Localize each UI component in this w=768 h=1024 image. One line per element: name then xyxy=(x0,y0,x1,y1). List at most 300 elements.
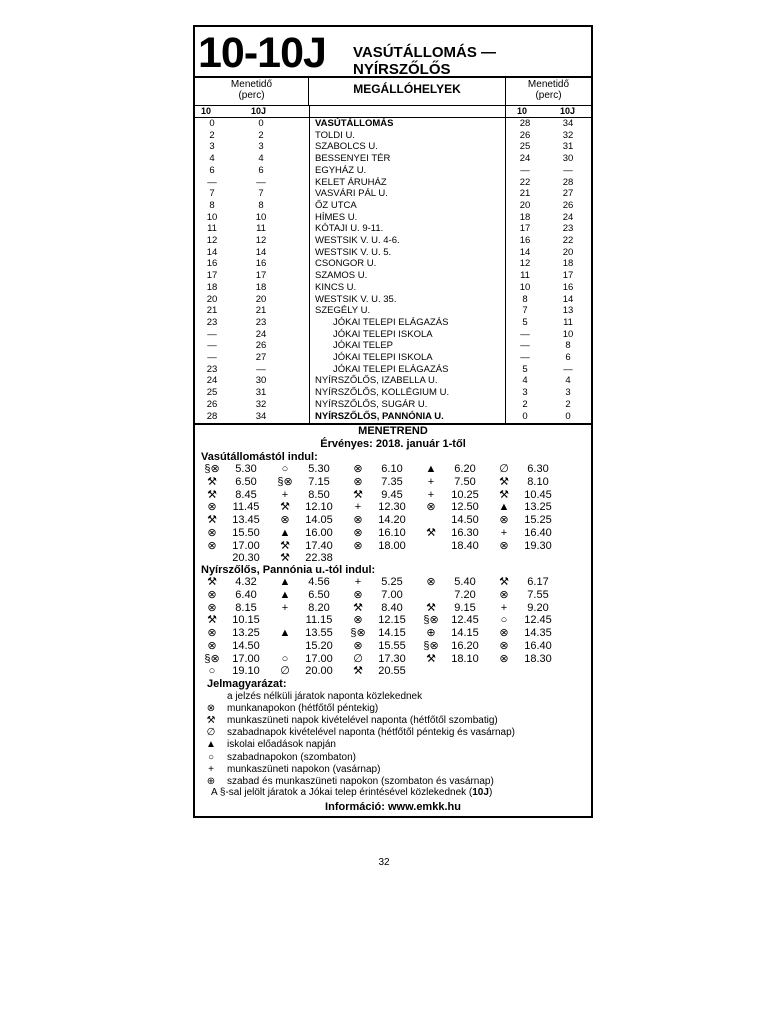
return-time-10j: 16 xyxy=(562,281,574,293)
return-time-10: — xyxy=(520,328,530,340)
return-time-10: 26 xyxy=(519,129,531,141)
service-symbol-icon: ▲ xyxy=(498,501,510,514)
return-time-10: — xyxy=(520,352,530,363)
note-post: ) xyxy=(488,787,493,798)
departure xyxy=(341,540,418,553)
departure-row xyxy=(195,589,591,602)
legend-item xyxy=(203,691,591,704)
departure-time: 13.25 xyxy=(524,501,552,514)
departure-time: 19.30 xyxy=(524,539,552,552)
schedule-validity: Érvényes: 2018. január 1-től xyxy=(320,438,466,450)
return-time-10j: 8 xyxy=(565,340,571,352)
travel-time-10j: 27 xyxy=(255,352,267,363)
legend-symbol-icon: ⚒ xyxy=(206,715,216,727)
travel-time-10j: 20 xyxy=(255,293,267,305)
departure xyxy=(341,501,418,514)
departure xyxy=(195,627,272,640)
route-number: 10-10J xyxy=(198,29,326,77)
departure-time: 12.10 xyxy=(305,501,333,514)
legend-note xyxy=(203,787,591,800)
departure xyxy=(414,540,491,553)
departure-time: 19.10 xyxy=(232,665,260,678)
service-symbol-icon: ⊗ xyxy=(499,588,509,601)
departure xyxy=(268,476,345,489)
stop-row xyxy=(195,141,591,153)
departure-time: 15.50 xyxy=(232,526,260,539)
departure xyxy=(195,602,272,615)
section-title-from-nyirszolos: Nyírszőlős, Pannónia u.-tól indul: xyxy=(201,564,376,576)
travel-time-10: 28 xyxy=(206,410,218,422)
subheader-route-10: 10 xyxy=(201,106,212,116)
stop-name: TOLDI U. xyxy=(315,129,355,141)
departure xyxy=(268,540,345,553)
departure xyxy=(414,614,491,627)
stop-row xyxy=(195,235,591,247)
travel-time-10: 14 xyxy=(206,246,218,258)
service-symbol-icon: ○ xyxy=(281,463,289,475)
service-symbol-icon: ⊗ xyxy=(207,639,217,652)
service-symbol-icon: ⊗ xyxy=(207,526,217,539)
departure-time: 18.40 xyxy=(451,539,479,552)
travel-time-10j: 26 xyxy=(255,340,267,352)
service-symbol-icon: §⊗ xyxy=(204,463,220,475)
travel-time-10: 16 xyxy=(206,258,218,270)
departure-time: 8.40 xyxy=(381,601,403,614)
stop-name: SZEGÉLY U. xyxy=(315,305,371,317)
service-symbol-icon: ⚒ xyxy=(280,539,290,552)
return-time-10j: 13 xyxy=(562,305,574,317)
return-time-10j: 11 xyxy=(563,316,573,328)
return-time-10: 4 xyxy=(522,375,528,387)
departure-row xyxy=(195,627,591,640)
stop-name: WESTSIK V. U. 5. xyxy=(315,246,392,258)
travel-time-10: 24 xyxy=(206,375,218,387)
travel-time-10: 6 xyxy=(209,164,215,176)
departure xyxy=(341,602,418,615)
stop-row xyxy=(195,411,591,423)
departure-time: 17.30 xyxy=(378,652,406,665)
travel-time-10j: — xyxy=(256,363,266,375)
stop-name: SZAMOS U. xyxy=(315,270,368,282)
departure-time: 14.50 xyxy=(451,514,479,526)
service-symbol-icon: ⚒ xyxy=(207,514,217,526)
return-time-10: 24 xyxy=(519,153,531,165)
legend-symbol-icon: ∅ xyxy=(206,727,216,739)
travel-time-10j: 32 xyxy=(255,398,267,410)
service-symbol-icon: ⚒ xyxy=(499,475,509,488)
departure xyxy=(341,576,418,589)
service-symbol-icon: ⊗ xyxy=(426,576,436,588)
stop-row xyxy=(195,329,591,341)
departure-time: 16.40 xyxy=(524,639,552,652)
travel-time-10: 12 xyxy=(206,235,218,246)
legend-item xyxy=(203,752,591,765)
legend-symbol-icon: ▲ xyxy=(206,739,216,751)
travel-time-10j: 6 xyxy=(258,164,264,176)
departure xyxy=(487,514,564,527)
departure xyxy=(195,640,272,653)
route-destination: VASÚTÁLLOMÁS — NYÍRSZŐLŐS xyxy=(353,44,497,78)
departure xyxy=(341,463,418,476)
service-symbol-icon: ⊗ xyxy=(353,475,363,488)
departure xyxy=(268,489,345,502)
service-symbol-icon: ⚒ xyxy=(207,475,217,488)
travel-time-10: 23 xyxy=(206,363,218,375)
stops-header: MEGÁLLÓHELYEK xyxy=(353,82,461,96)
travel-time-label: Menetidő xyxy=(230,79,273,90)
departure xyxy=(487,489,564,502)
legend-item xyxy=(203,739,591,752)
travel-time-10j: 23 xyxy=(255,316,267,328)
service-symbol-icon: ⚒ xyxy=(499,576,509,588)
departure xyxy=(414,602,491,615)
schedule-header xyxy=(195,425,591,451)
service-symbol-icon: ⊗ xyxy=(499,539,509,552)
service-symbol-icon: ∅ xyxy=(499,463,509,475)
departure-time: 8.10 xyxy=(527,475,549,488)
departure-time: 8.50 xyxy=(308,488,330,501)
title-row xyxy=(195,27,591,78)
stop-name: BESSENYEI TÉR xyxy=(315,153,391,165)
return-time-10j: 4 xyxy=(565,375,571,387)
travel-time-10j: 24 xyxy=(255,328,267,340)
departure-time: 8.20 xyxy=(308,601,330,614)
column-header xyxy=(195,76,591,106)
legend-item xyxy=(203,703,591,716)
stop-name: NYÍRSZŐLŐS, PANNÓNIA U. xyxy=(315,410,444,422)
travel-time-unit: (perc) xyxy=(238,90,265,101)
departure-time: 18.10 xyxy=(451,652,479,665)
service-symbol-icon: ⊗ xyxy=(499,639,509,652)
departure-time: 9.45 xyxy=(381,488,403,501)
service-symbol-icon: ▲ xyxy=(279,576,291,588)
travel-time-10j: 7 xyxy=(258,188,264,200)
departure xyxy=(487,614,564,627)
return-time-10: 7 xyxy=(522,305,528,317)
travel-time-10j: 31 xyxy=(255,387,267,399)
departure-row xyxy=(195,653,591,666)
stop-row xyxy=(195,165,591,177)
return-time-10: 25 xyxy=(519,141,531,153)
stop-row xyxy=(195,247,591,259)
service-symbol-icon: §⊗ xyxy=(277,475,293,488)
stop-row xyxy=(195,270,591,282)
departure-time: 18.00 xyxy=(378,539,406,552)
return-time-10j: — xyxy=(563,164,573,176)
departure xyxy=(341,527,418,540)
departure-time: 17.40 xyxy=(305,539,333,552)
service-symbol-icon: ⊗ xyxy=(426,501,436,514)
service-symbol-icon: ⊗ xyxy=(499,514,509,526)
legend-symbol-icon: ⊕ xyxy=(206,775,216,787)
service-symbol-icon: ⊗ xyxy=(280,514,290,526)
return-time-10j: 24 xyxy=(562,211,574,223)
subheader-route-10j: 10J xyxy=(251,106,267,116)
service-symbol-icon: ∅ xyxy=(280,665,290,678)
stop-row xyxy=(195,317,591,329)
travel-time-10j: 34 xyxy=(255,410,267,422)
service-symbol-icon: ⊗ xyxy=(353,526,363,539)
travel-time-10j: 17 xyxy=(255,270,267,282)
legend-title: Jelmagyarázat: xyxy=(207,678,287,690)
departure-time: 8.45 xyxy=(235,488,257,501)
departure-time: 6.30 xyxy=(527,463,549,475)
departure-time: 12.45 xyxy=(524,614,552,627)
return-time-10j: 17 xyxy=(562,270,574,282)
service-symbol-icon: ▲ xyxy=(279,588,291,601)
stop-name: KELET ÁRUHÁZ xyxy=(315,176,387,188)
departure xyxy=(414,627,491,640)
stop-name: JÓKAI TELEPI ISKOLA xyxy=(333,352,433,363)
return-time-10j: 2 xyxy=(565,398,571,410)
service-symbol-icon: ⚒ xyxy=(207,488,217,501)
stop-name: VASVÁRI PÁL U. xyxy=(315,188,388,200)
divider xyxy=(309,105,310,117)
departure xyxy=(414,576,491,589)
stop-row xyxy=(195,340,591,352)
travel-time-10: 11 xyxy=(207,223,217,235)
departure-time: 8.15 xyxy=(235,601,257,614)
departure-time: 11.45 xyxy=(232,501,260,514)
departure xyxy=(268,640,345,653)
stop-name: KÓTAJI U. 9-11. xyxy=(315,223,384,235)
departure xyxy=(487,640,564,653)
departure xyxy=(414,501,491,514)
departure xyxy=(487,540,564,553)
note-bold: 10J xyxy=(472,787,489,798)
stop-row xyxy=(195,130,591,142)
departure-time: 7.35 xyxy=(381,475,403,488)
stop-name: WESTSIK V. U. 35. xyxy=(315,293,397,305)
departure-time: 7.50 xyxy=(454,475,476,488)
departure xyxy=(268,614,345,627)
return-time-10: 5 xyxy=(522,363,528,375)
divider xyxy=(505,105,506,117)
departure xyxy=(268,527,345,540)
departure-time: 12.30 xyxy=(378,501,406,514)
departure xyxy=(195,463,272,476)
return-time-10j: — xyxy=(563,363,573,375)
departure xyxy=(195,527,272,540)
departure-time: 14.05 xyxy=(305,514,333,526)
return-time-10: 22 xyxy=(519,176,531,188)
departure-time: 6.17 xyxy=(527,576,549,588)
departure xyxy=(268,665,345,678)
stop-row xyxy=(195,258,591,270)
departure-row xyxy=(195,489,591,502)
departure xyxy=(414,489,491,502)
travel-time-10j: 12 xyxy=(255,235,267,246)
return-time-10j: 0 xyxy=(565,410,571,422)
departure xyxy=(414,640,491,653)
return-time-10: 0 xyxy=(522,410,528,422)
departure xyxy=(195,665,272,678)
return-time-10: 12 xyxy=(519,258,531,270)
departure xyxy=(195,540,272,553)
departure-time: 15.20 xyxy=(305,639,333,652)
stop-row xyxy=(195,153,591,165)
departure xyxy=(487,576,564,589)
stop-name: JÓKAI TELEPI ELÁGAZÁS xyxy=(333,363,449,375)
return-time-10: 5 xyxy=(522,316,528,328)
travel-time-10j: 8 xyxy=(258,199,264,211)
departure-time: 14.50 xyxy=(232,639,260,652)
page-number: 32 xyxy=(378,857,390,868)
legend-symbol-icon: + xyxy=(208,763,214,775)
return-time-10: 14 xyxy=(519,246,531,258)
departure xyxy=(487,627,564,640)
service-symbol-icon: + xyxy=(281,601,289,614)
return-time-10j: 10 xyxy=(562,328,574,340)
departure-time: 16.40 xyxy=(524,526,552,539)
departure xyxy=(414,653,491,666)
stop-row xyxy=(195,118,591,130)
departure xyxy=(268,576,345,589)
departure xyxy=(414,476,491,489)
travel-time-10: — xyxy=(207,176,217,188)
return-time-10: 8 xyxy=(522,293,528,305)
stop-name: VASÚTÁLLOMÁS xyxy=(315,118,394,129)
departure-row xyxy=(195,640,591,653)
legend-item xyxy=(203,727,591,740)
travel-time-10: 26 xyxy=(206,398,218,410)
service-symbol-icon: §⊗ xyxy=(423,639,439,652)
travel-time-10: — xyxy=(207,352,217,363)
departure-time: 6.50 xyxy=(308,588,330,601)
travel-time-10: 20 xyxy=(206,293,218,305)
service-symbol-icon: ⊗ xyxy=(353,514,363,526)
legend-text: munkaszüneti napok kivételével naponta (hétfőtől szombatig) xyxy=(227,715,498,727)
stop-name: KINCS U. xyxy=(315,281,357,293)
return-time-10j: 26 xyxy=(562,199,574,211)
departure-time: 6.50 xyxy=(235,475,257,488)
travel-time-10j: 21 xyxy=(255,305,267,317)
return-time-10j: 20 xyxy=(562,246,574,258)
stop-name: NYÍRSZŐLŐS, SUGÁR U. xyxy=(315,398,428,410)
departure xyxy=(195,489,272,502)
departure xyxy=(268,627,345,640)
departure-time: 17.00 xyxy=(232,652,260,665)
travel-time-10j: 2 xyxy=(258,129,264,141)
departure xyxy=(487,653,564,666)
stop-row xyxy=(195,294,591,306)
service-symbol-icon: ⊗ xyxy=(207,601,217,614)
return-time-10: 10 xyxy=(519,281,531,293)
departure xyxy=(268,653,345,666)
departure-time: 17.00 xyxy=(305,652,333,665)
travel-time-10j: 30 xyxy=(255,375,267,387)
departure xyxy=(341,589,418,602)
departure-time: 12.45 xyxy=(451,614,479,627)
departure-row xyxy=(195,476,591,489)
return-time-10: 28 xyxy=(519,118,531,129)
departure-time: 20.30 xyxy=(232,552,260,565)
travel-time-header-left xyxy=(195,76,309,105)
service-symbol-icon: + xyxy=(427,475,435,488)
departure xyxy=(414,514,491,527)
stop-name: JÓKAI TELEP xyxy=(333,340,394,352)
legend-symbol-icon: ⊗ xyxy=(206,703,216,715)
departure-row xyxy=(195,501,591,514)
departure xyxy=(195,614,272,627)
service-symbol-icon: ⊗ xyxy=(207,501,217,514)
service-symbol-icon: + xyxy=(354,576,362,588)
travel-time-10: 3 xyxy=(209,141,215,153)
service-symbol-icon: ▲ xyxy=(279,526,291,539)
departure xyxy=(487,589,564,602)
departure xyxy=(341,653,418,666)
return-time-10j: 32 xyxy=(562,129,574,141)
service-symbol-icon: ∅ xyxy=(353,652,363,665)
service-symbol-icon: ⚒ xyxy=(426,652,436,665)
service-symbol-icon: ▲ xyxy=(425,463,437,475)
stop-name: ŐZ UTCA xyxy=(315,199,357,211)
departure-time: 14.20 xyxy=(378,514,406,526)
stop-name: SZABOLCS U. xyxy=(315,141,378,153)
travel-time-10: — xyxy=(207,328,217,340)
departure xyxy=(268,501,345,514)
departure-time: 16.00 xyxy=(305,526,333,539)
service-symbol-icon: ⚒ xyxy=(426,526,436,539)
departure-time: 10.25 xyxy=(451,488,479,501)
departure-row xyxy=(195,540,591,553)
departure-time: 13.55 xyxy=(305,627,333,639)
stop-row xyxy=(195,188,591,200)
departure-time: 5.25 xyxy=(381,576,403,588)
return-time-10: 11 xyxy=(520,270,530,282)
departure-row xyxy=(195,576,591,589)
subheader-route-10j: 10J xyxy=(560,106,576,116)
departure-time: 14.35 xyxy=(524,627,552,639)
travel-time-10j: 0 xyxy=(258,118,264,129)
departure-row xyxy=(195,527,591,540)
departure xyxy=(195,476,272,489)
return-time-10: 3 xyxy=(522,387,528,399)
departure-row xyxy=(195,514,591,527)
departure-time: 15.25 xyxy=(524,514,552,526)
legend-note-text xyxy=(211,787,492,800)
departure-time: 7.00 xyxy=(381,588,403,601)
departure-time: 18.30 xyxy=(524,652,552,665)
travel-time-10j: 18 xyxy=(255,281,267,293)
travel-time-header-right xyxy=(505,76,591,105)
return-time-10j: 27 xyxy=(562,188,574,200)
info-link[interactable]: Információ: www.emkk.hu xyxy=(325,801,461,813)
service-symbol-icon: ○ xyxy=(208,665,216,678)
stop-row xyxy=(195,387,591,399)
departure xyxy=(487,602,564,615)
departure xyxy=(268,602,345,615)
legend-text: szabadnapokon (szombaton) xyxy=(227,751,356,763)
departure-time: 5.40 xyxy=(454,576,476,588)
departure-time: 13.45 xyxy=(232,514,260,526)
return-time-10j: 31 xyxy=(562,141,574,153)
stop-name: EGYHÁZ U. xyxy=(315,164,367,176)
return-time-10j: 3 xyxy=(565,387,571,399)
travel-time-10j: 11 xyxy=(256,223,266,235)
return-time-10j: 22 xyxy=(562,235,574,246)
stop-row xyxy=(195,200,591,212)
section-title-from-station: Vasútállomástól indul: xyxy=(201,451,318,463)
stop-row xyxy=(195,352,591,364)
departure xyxy=(487,476,564,489)
service-symbol-icon: §⊗ xyxy=(204,652,220,665)
service-symbol-icon: ⊗ xyxy=(499,652,509,665)
departure-time: 7.20 xyxy=(454,588,476,601)
stop-name: NYÍRSZŐLŐS, IZABELLA U. xyxy=(315,375,438,387)
legend-text: munkanapokon (hétfőtől péntekig) xyxy=(227,703,379,715)
departure-time: 10.45 xyxy=(524,488,552,501)
